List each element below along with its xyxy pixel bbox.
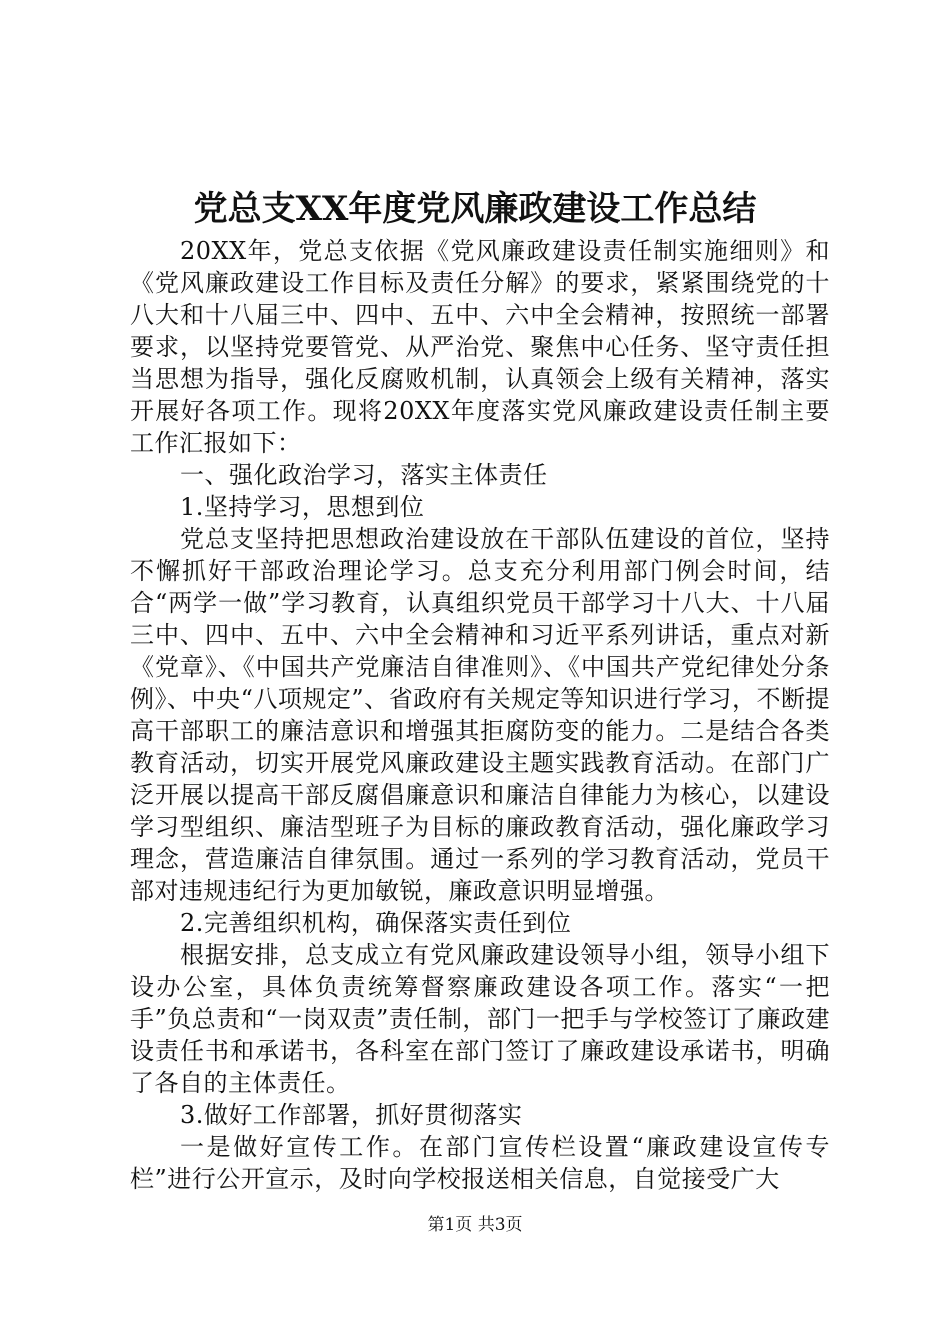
body-paragraph-3: 一是做好宣传工作。在部门宣传栏设置“廉政建设宣传专栏”进行公开宣示，及时向学校报送相关信息，自觉接受广大 bbox=[130, 1133, 830, 1193]
subsection-heading-2: 2.完善组织机构，确保落实责任到位 bbox=[180, 909, 572, 937]
subsection-heading-1: 1.坚持学习，思想到位 bbox=[180, 493, 425, 521]
document-title: 党总支XX年度党风廉政建设工作总结 bbox=[193, 189, 757, 229]
page-footer: 第1页 共3页 bbox=[427, 1215, 523, 1235]
intro-paragraph: 20XX年，党总支依据《党风廉政建设责任制实施细则》和《党风廉政建设工作目标及责任分解》的要求，紧紧围绕党的十八大和十八届三中、四中、五中、六中全会精神，按照统一部署要求，以坚持党要管党、从严治党、聚焦中心任务、坚守责任担当思想为指导，强化反腐败机制，认真领会上级有关精神，落实开展好各项工作。现将20XX年度落实党风廉政建设责任制主要工作汇报如下： bbox=[130, 237, 830, 457]
body-paragraph-1: 党总支坚持把思想政治建设放在干部队伍建设的首位，坚持不懈抓好干部政治理论学习。总支充分利用部门例会时间，结合“两学一做”学习教育，认真组织党员干部学习十八大、十八届三中、四中、五中、六中全会精神和习近平系列讲话，重点对新《党章》、《中国共产党廉洁自律准则》、《中国共产党纪律处分条例》、中央“八项规定”、省政府有关规定等知识进行学习，不断提高干部职工的廉洁意识和增强其拒腐防变的能力。二是结合各类教育活动，切实开展党风廉政建设主题实践教育活动。在部门广泛开展以提高干部反腐倡廉意识和廉洁自律能力为核心，以建设学习型组织、廉洁型班子为目标的廉政教育活动，强化廉政学习理念，营造廉洁自律氛围。通过一系列的学习教育活动，党员干部对违规违纪行为更加敏锐，廉政意识明显增强。 bbox=[130, 525, 830, 905]
section-heading-1: 一、强化政治学习，落实主体责任 bbox=[180, 461, 548, 489]
subsection-heading-3: 3.做好工作部署，抓好贯彻落实 bbox=[180, 1101, 523, 1129]
document-body bbox=[130, 235, 830, 1195]
body-paragraph-2: 根据安排，总支成立有党风廉政建设领导小组，领导小组下设办公室，具体负责统筹督察廉政建设各项工作。落实“一把手”负总责和“一岗双责”责任制，部门一把手与学校签订了廉政建设责任书和承诺书，各科室在部门签订了廉政建设承诺书，明确了各自的主体责任。 bbox=[130, 941, 830, 1097]
